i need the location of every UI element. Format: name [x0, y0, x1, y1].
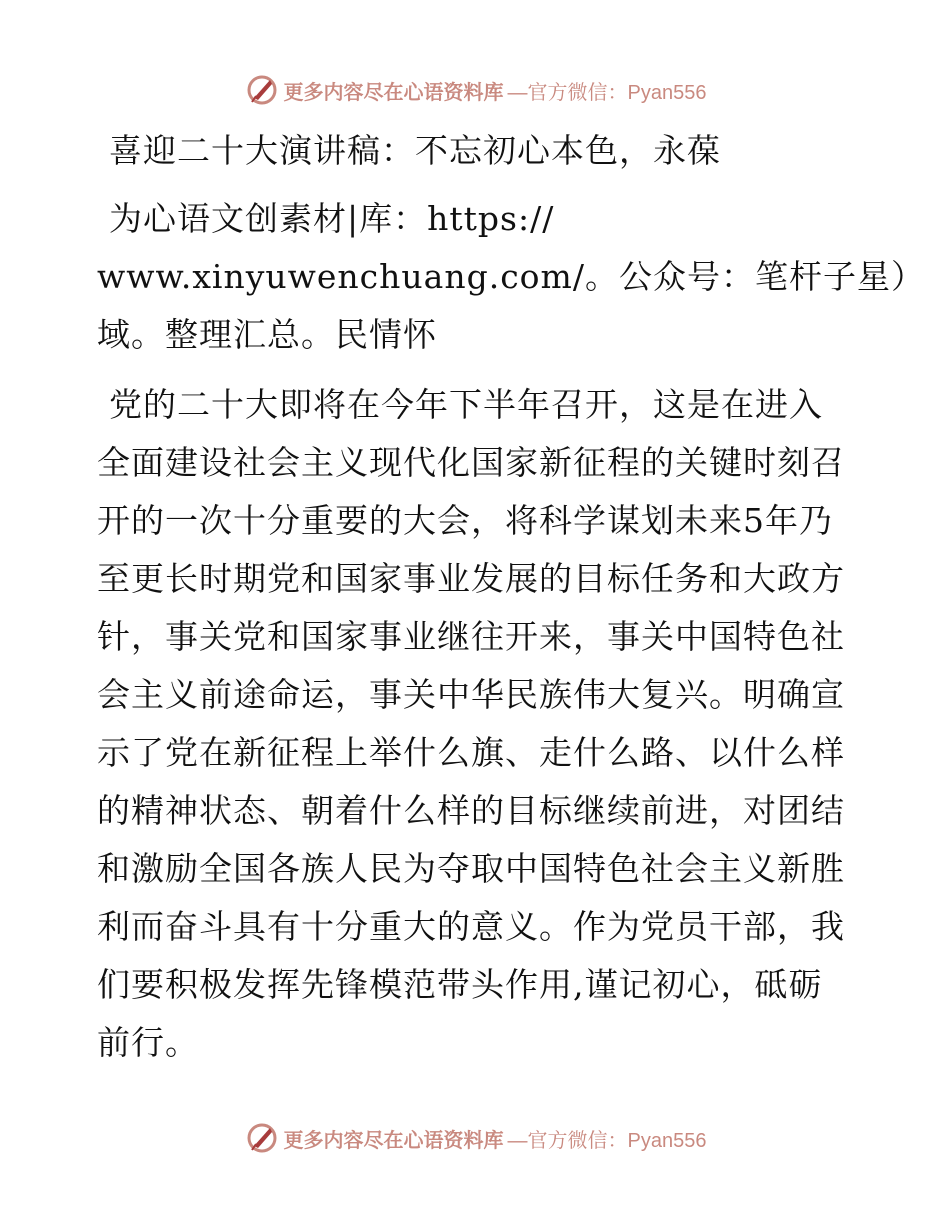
- document-body: [97, 122, 925, 1072]
- paragraph-line: 的精神状态、朝着什么样的目标继续前进，对团结: [97, 791, 845, 830]
- paragraph-line: 会主义前途命运，事关中华民族伟大复兴。明确宣: [97, 675, 845, 714]
- paragraph-line: 前行。: [97, 1023, 199, 1062]
- info-line: 域。整理汇总。民情怀: [97, 315, 437, 354]
- watermark-contact-text: —官方微信：Pyan556: [507, 1129, 707, 1152]
- quill-logo-icon: [244, 72, 280, 108]
- footer-watermark-content: [244, 1120, 707, 1156]
- paragraph-line: 至更长时期党和国家事业发展的目标任务和大政方: [97, 559, 845, 598]
- watermark-contact-text: —官方微信：Pyan556: [507, 81, 707, 104]
- quill-logo-icon: [244, 1120, 280, 1156]
- paragraph-line: 们要积极发挥先锋模范带头作用,谨记初心，砥砺: [97, 965, 823, 1004]
- paragraph-line: 示了党在新征程上举什么旗、走什么路、以什么样: [97, 733, 845, 772]
- paragraph-line: 和激励全国各族人民为夺取中国特色社会主义新胜: [97, 849, 845, 888]
- header-watermark-content: [244, 72, 707, 108]
- info-line: www.xinyuwenchuang.com/。公众号：笔杆子星）: [97, 257, 925, 296]
- header-watermark: [0, 70, 950, 110]
- paragraph-line: 党的二十大即将在今年下半年召开，这是在进入: [109, 385, 823, 424]
- document-title: 喜迎二十大演讲稿：不忘初心本色，永葆: [109, 131, 721, 170]
- footer-watermark: [0, 1118, 950, 1158]
- paragraph-line: 利而奋斗具有十分重大的意义。作为党员干部，我: [97, 907, 845, 946]
- paragraph-line: 针，事关党和国家事业继往开来，事关中国特色社: [97, 617, 845, 656]
- watermark-main-text: 更多内容尽在心语资料库: [283, 1127, 504, 1152]
- paragraph-line: 全面建设社会主义现代化国家新征程的关键时刻召: [97, 443, 845, 482]
- info-line: 为心语文创素材|库：https://: [109, 199, 555, 238]
- watermark-main-text: 更多内容尽在心语资料库: [283, 79, 504, 104]
- paragraph-line: 开的一次十分重要的大会，将科学谋划未来5年乃: [97, 501, 833, 540]
